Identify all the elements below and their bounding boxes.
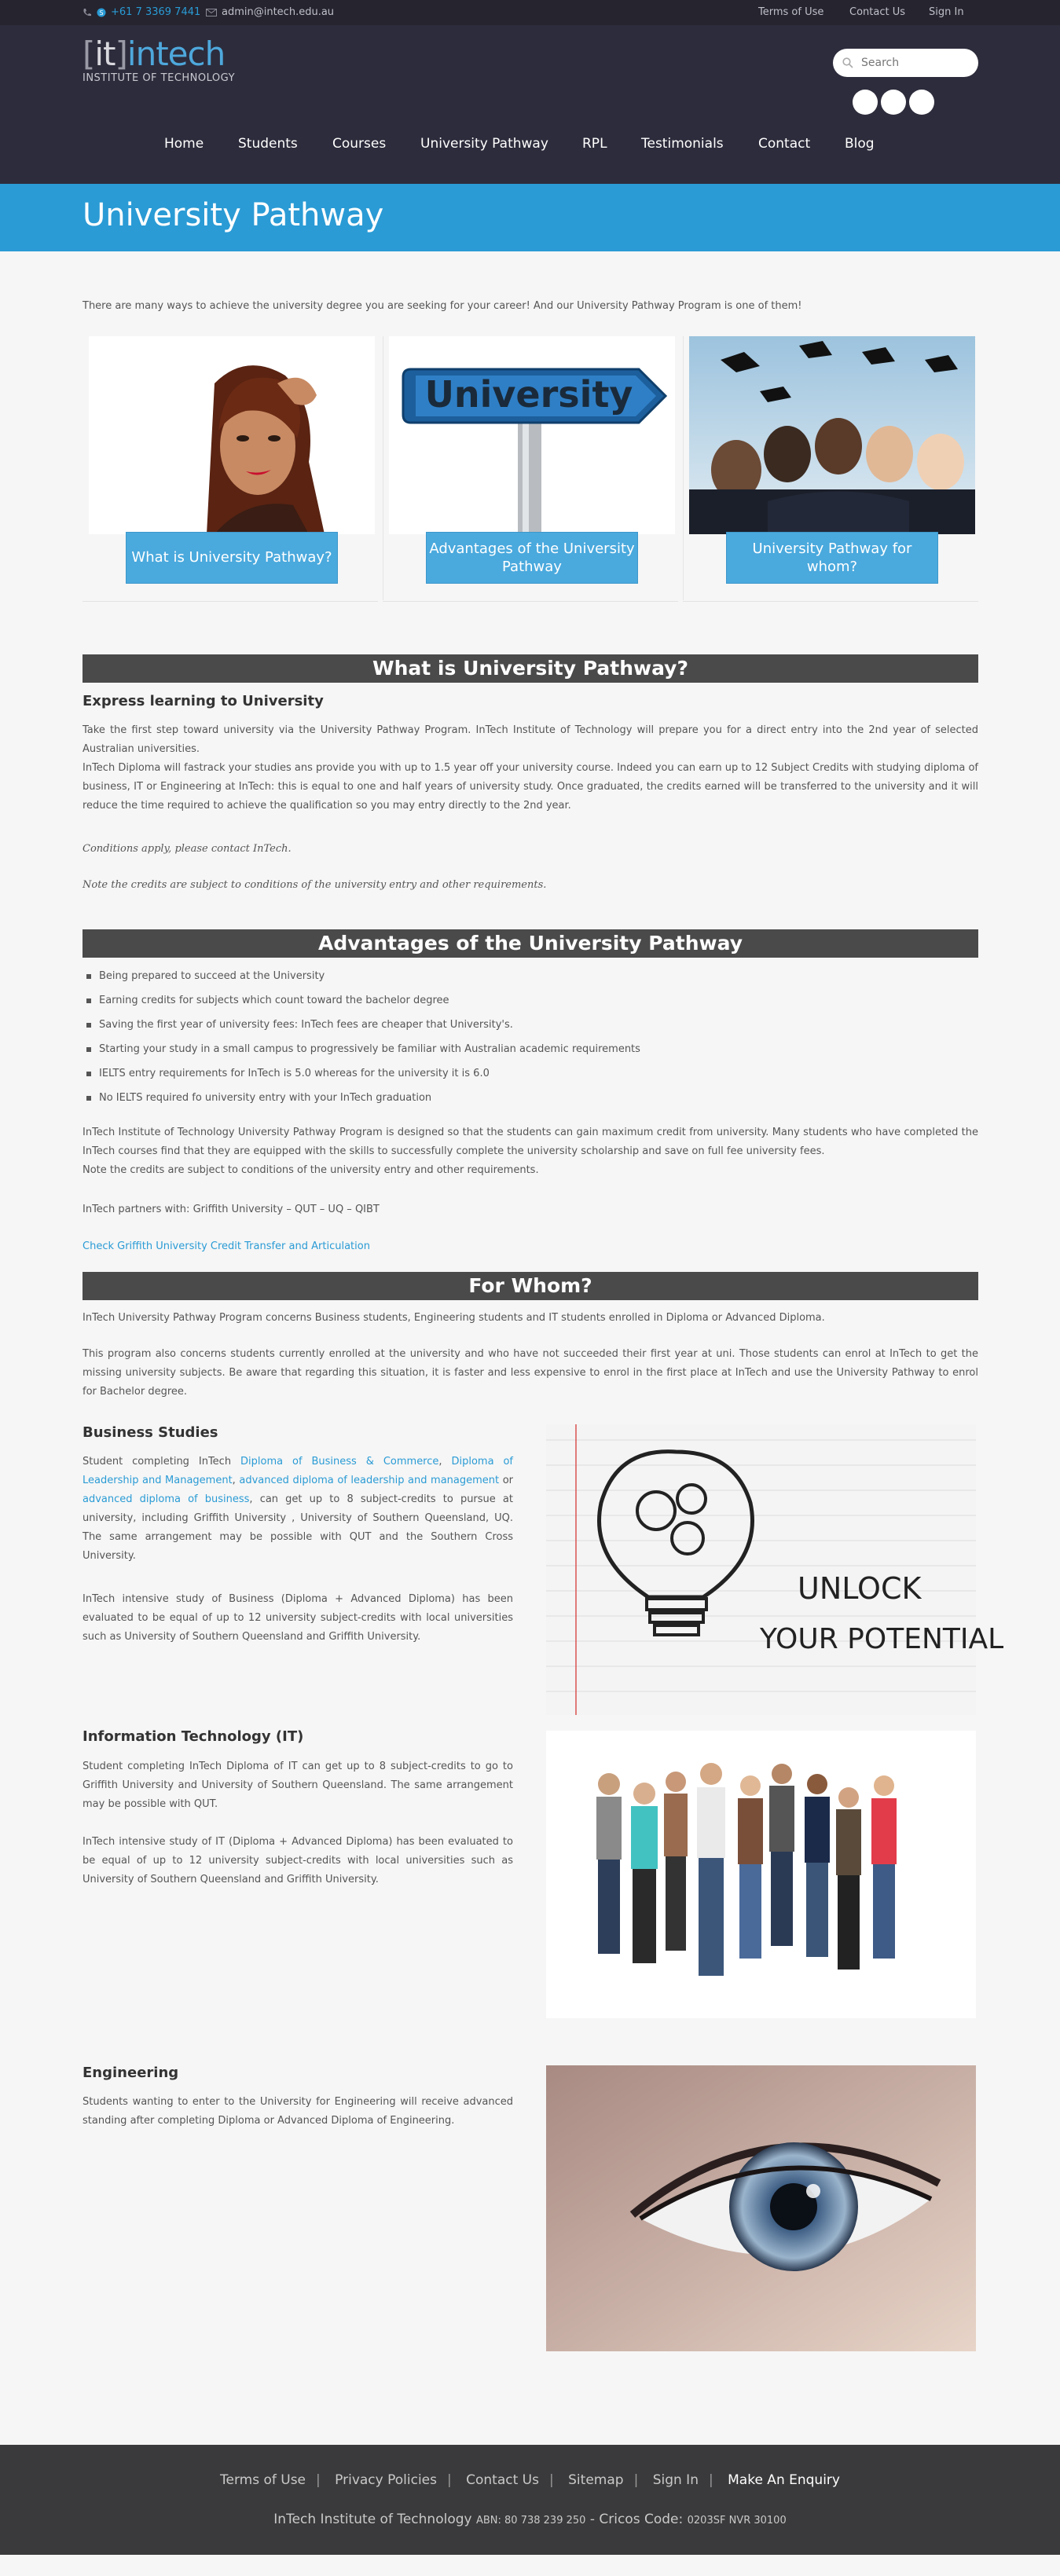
logo-subtitle: INSTITUTE OF TECHNOLOGY bbox=[83, 72, 236, 84]
diploma-business-link[interactable]: Diploma of Business & Commerce bbox=[240, 1456, 439, 1468]
unlock-text: UNLOCK bbox=[798, 1571, 922, 1606]
advantages-list bbox=[86, 964, 640, 1110]
section2-paragraph-2: Note the credits are subject to conditions of the university entry and other requirements. bbox=[83, 1164, 539, 1176]
list-item: Starting your study in a small campus to progressively be familiar with Australian academic requirements bbox=[86, 1037, 640, 1061]
pathway-cards bbox=[83, 333, 978, 602]
site-logo[interactable] bbox=[83, 35, 236, 84]
nav-contact[interactable]: Contact bbox=[758, 136, 811, 152]
diploma-leadership-link[interactable]: Diploma of Leadership and Management bbox=[83, 1456, 514, 1486]
nav-testimonials[interactable]: Testimonials bbox=[641, 136, 724, 152]
section1-paragraph-1: Take the first step toward university via the University Pathway Program. InTech Institute of Technology will prepare you for a direct entry into the 2nd year of selected Australian universities. bbox=[83, 724, 978, 755]
email-contact[interactable] bbox=[206, 6, 334, 18]
bullet-icon bbox=[86, 974, 91, 979]
adv-diploma-business-link[interactable]: advanced diploma of business bbox=[83, 1493, 250, 1505]
credits-note: Note the credits are subject to conditions of the university entry and other requirements. bbox=[83, 879, 547, 891]
list-item: No IELTS required fo university entry with your InTech graduation bbox=[86, 1086, 640, 1110]
card-advantages bbox=[383, 333, 678, 602]
main-nav bbox=[0, 136, 1060, 159]
engineering-paragraph: Students wanting to enter to the University for Engineering will receive advanced standing after completing Diploma or Advanced Diploma of Engineering. bbox=[83, 2096, 513, 2127]
it-heading: Information Technology (IT) bbox=[83, 1728, 304, 1745]
footer-terms-link[interactable]: Terms of Use bbox=[220, 2472, 306, 2488]
list-item: Being prepared to succeed at the University bbox=[86, 964, 640, 988]
nav-home[interactable]: Home bbox=[164, 136, 204, 152]
footer-links: Terms of Use | Privacy Policies | Contact Us | Sitemap | Sign In | Make An Enquiry bbox=[220, 2472, 840, 2488]
svg-text:S: S bbox=[99, 9, 104, 16]
bullet-icon bbox=[86, 1072, 91, 1076]
section3-paragraph-1: InTech University Pathway Program concerns Business students, Engineering students and IT students enrolled in Diploma or Advanced Diploma. bbox=[83, 1312, 825, 1324]
unlock-potential-image bbox=[546, 1424, 1004, 1715]
bullet-icon bbox=[86, 1023, 91, 1028]
adv-diploma-leadership-link[interactable]: advanced diploma of leadership and management bbox=[239, 1475, 500, 1486]
section-title-what-is: What is University Pathway? bbox=[83, 654, 978, 683]
footer-contact-link[interactable]: Contact Us bbox=[466, 2472, 539, 2488]
your-potential-text: YOUR POTENTIAL bbox=[760, 1623, 1004, 1655]
cricos-code: 0203SF NVR 30100 bbox=[687, 2515, 787, 2527]
for-whom-button[interactable]: University Pathway for whom? bbox=[726, 532, 938, 584]
business-paragraph-1: Student completing InTech Diploma of Business & Commerce, Diploma of Leadership and Management, advanced diploma of leadership and management or advanced diploma of business, can get up to 8 subject-credits to pursue at university, including Griffith University , University of Southern Queensland, UQ. The same arrangement may be possible with QUT and the Southern Cross University. bbox=[83, 1456, 514, 1562]
page-title: University Pathway bbox=[83, 197, 384, 233]
search-input[interactable] bbox=[860, 56, 970, 70]
logo-wordmark: [it]intech bbox=[83, 35, 226, 73]
phone-icon bbox=[83, 8, 92, 17]
griffith-credit-link[interactable]: Check Griffith University Credit Transfer and Articulation bbox=[83, 1240, 370, 1252]
phone-contact[interactable] bbox=[83, 6, 200, 18]
section3-paragraph-2: This program also concerns students currently enrolled at the university and who have not succeeded their first year at uni. Those students can enrol at InTech to get the missing university subjects. Be aware that regarding this situation, it is faster and less expensive to enrol in the first place at InTech and use the University Pathway to enrol for Bachelor degree. bbox=[83, 1348, 978, 1398]
nav-courses[interactable]: Courses bbox=[332, 136, 387, 152]
topbar-contact-link[interactable]: Contact Us bbox=[849, 6, 905, 18]
it-paragraph-1: Student completing InTech Diploma of IT can get up to 8 subject-credits to go to Griffith University and University of Southern Queensland. The same arrangement may be possible with QUT. bbox=[83, 1761, 513, 1810]
students-group-image bbox=[546, 1731, 976, 2018]
social-icon-2[interactable] bbox=[881, 90, 906, 115]
list-item: Saving the first year of university fees: InTech fees are cheaper that University's. bbox=[86, 1013, 640, 1037]
card-for-whom bbox=[683, 333, 978, 602]
footer-signin-link[interactable]: Sign In bbox=[652, 2472, 699, 2488]
it-paragraph-2: InTech intensive study of IT (Diploma + Advanced Diploma) has been evaluated to be equal of up to 12 university subject-credits with local universities such as University of Southern Queensland and Griffith University. bbox=[83, 1836, 513, 1885]
sign-text: University bbox=[424, 373, 633, 416]
nav-rpl[interactable]: RPL bbox=[582, 136, 607, 152]
site-header bbox=[0, 0, 1060, 184]
make-enquiry-link[interactable]: Make An Enquiry bbox=[728, 2472, 840, 2488]
intro-text: There are many ways to achieve the university degree you are seeking for your career! And our University Pathway Program is one of them! bbox=[83, 300, 802, 312]
section-title-advantages: Advantages of the University Pathway bbox=[83, 929, 978, 958]
thinking-woman-image bbox=[89, 336, 375, 534]
partners-text: InTech partners with: Griffith University – QUT – UQ – QIBT bbox=[83, 1204, 380, 1215]
bullet-icon bbox=[86, 1096, 91, 1101]
graduates-image bbox=[689, 336, 975, 534]
social-icon-1[interactable] bbox=[853, 90, 878, 115]
mail-icon bbox=[206, 9, 217, 16]
list-item: IELTS entry requirements for InTech is 5.0 whereas for the university it is 6.0 bbox=[86, 1061, 640, 1086]
topbar-terms-link[interactable]: Terms of Use bbox=[758, 6, 824, 18]
phone-number[interactable]: +61 7 3369 7441 bbox=[111, 6, 201, 18]
topbar-signin-link[interactable]: Sign In bbox=[929, 6, 964, 18]
footer-sitemap-link[interactable]: Sitemap bbox=[568, 2472, 624, 2488]
list-item: Earning credits for subjects which count toward the bachelor degree bbox=[86, 988, 640, 1013]
social-icon-3[interactable] bbox=[909, 90, 934, 115]
abn-number: ABN: 80 738 239 250 bbox=[475, 2515, 586, 2527]
org-name: InTech Institute of Technology bbox=[273, 2512, 472, 2527]
business-paragraph-2: InTech intensive study of Business (Diploma + Advanced Diploma) has been evaluated to be equal of up to 12 university subject-credits with local universities such as University of Southern Queensland and Griffith University. bbox=[83, 1593, 513, 1643]
what-is-button[interactable]: What is University Pathway? bbox=[126, 532, 338, 584]
site-footer bbox=[0, 2445, 1060, 2555]
footer-privacy-link[interactable]: Privacy Policies bbox=[335, 2472, 437, 2488]
cricos-label: - Cricos Code: bbox=[589, 2512, 684, 2527]
engineering-heading: Engineering bbox=[83, 2065, 179, 2081]
conditions-note: Conditions apply, please contact InTech. bbox=[83, 843, 292, 855]
top-bar bbox=[0, 0, 1060, 25]
email-address[interactable]: admin@intech.edu.au bbox=[222, 6, 335, 18]
eye-image bbox=[546, 2065, 976, 2351]
card-what-is bbox=[83, 333, 378, 602]
search-box[interactable] bbox=[833, 49, 978, 77]
skype-icon bbox=[97, 8, 106, 17]
footer-info bbox=[0, 2512, 1060, 2527]
nav-blog[interactable]: Blog bbox=[845, 136, 875, 152]
express-learning-heading: Express learning to University bbox=[83, 693, 324, 709]
section2-paragraph-1: InTech Institute of Technology University Pathway Program is designed so that the students can gain maximum credit from university. Many students who have completed the InTech courses find that they are equipped with the skills to successfully complete the university scholarship and save on full fee university fees. bbox=[83, 1127, 978, 1157]
advantages-button[interactable]: Advantages of the University Pathway bbox=[426, 532, 638, 584]
section-title-for-whom: For Whom? bbox=[83, 1272, 978, 1300]
page-banner bbox=[0, 184, 1060, 251]
nav-university-pathway[interactable]: University Pathway bbox=[420, 136, 548, 152]
bullet-icon bbox=[86, 999, 91, 1003]
bullet-icon bbox=[86, 1047, 91, 1052]
section1-paragraph-2: InTech Diploma will fastrack your studies ans provide you with up to 1.5 year off your university course. Indeed you can earn up to 12 Subject Credits with studying diploma of business, IT or Engineering at InTech: this is equal to one and half years of university study. Once graduated, the credits earned will be transferred to the university and it will reduce the time required to achieve the qualification so you may entry directly to the 2nd year. bbox=[83, 762, 978, 812]
university-sign-image bbox=[389, 336, 675, 534]
nav-students[interactable]: Students bbox=[238, 136, 298, 152]
business-heading: Business Studies bbox=[83, 1424, 218, 1441]
search-icon bbox=[842, 57, 853, 68]
